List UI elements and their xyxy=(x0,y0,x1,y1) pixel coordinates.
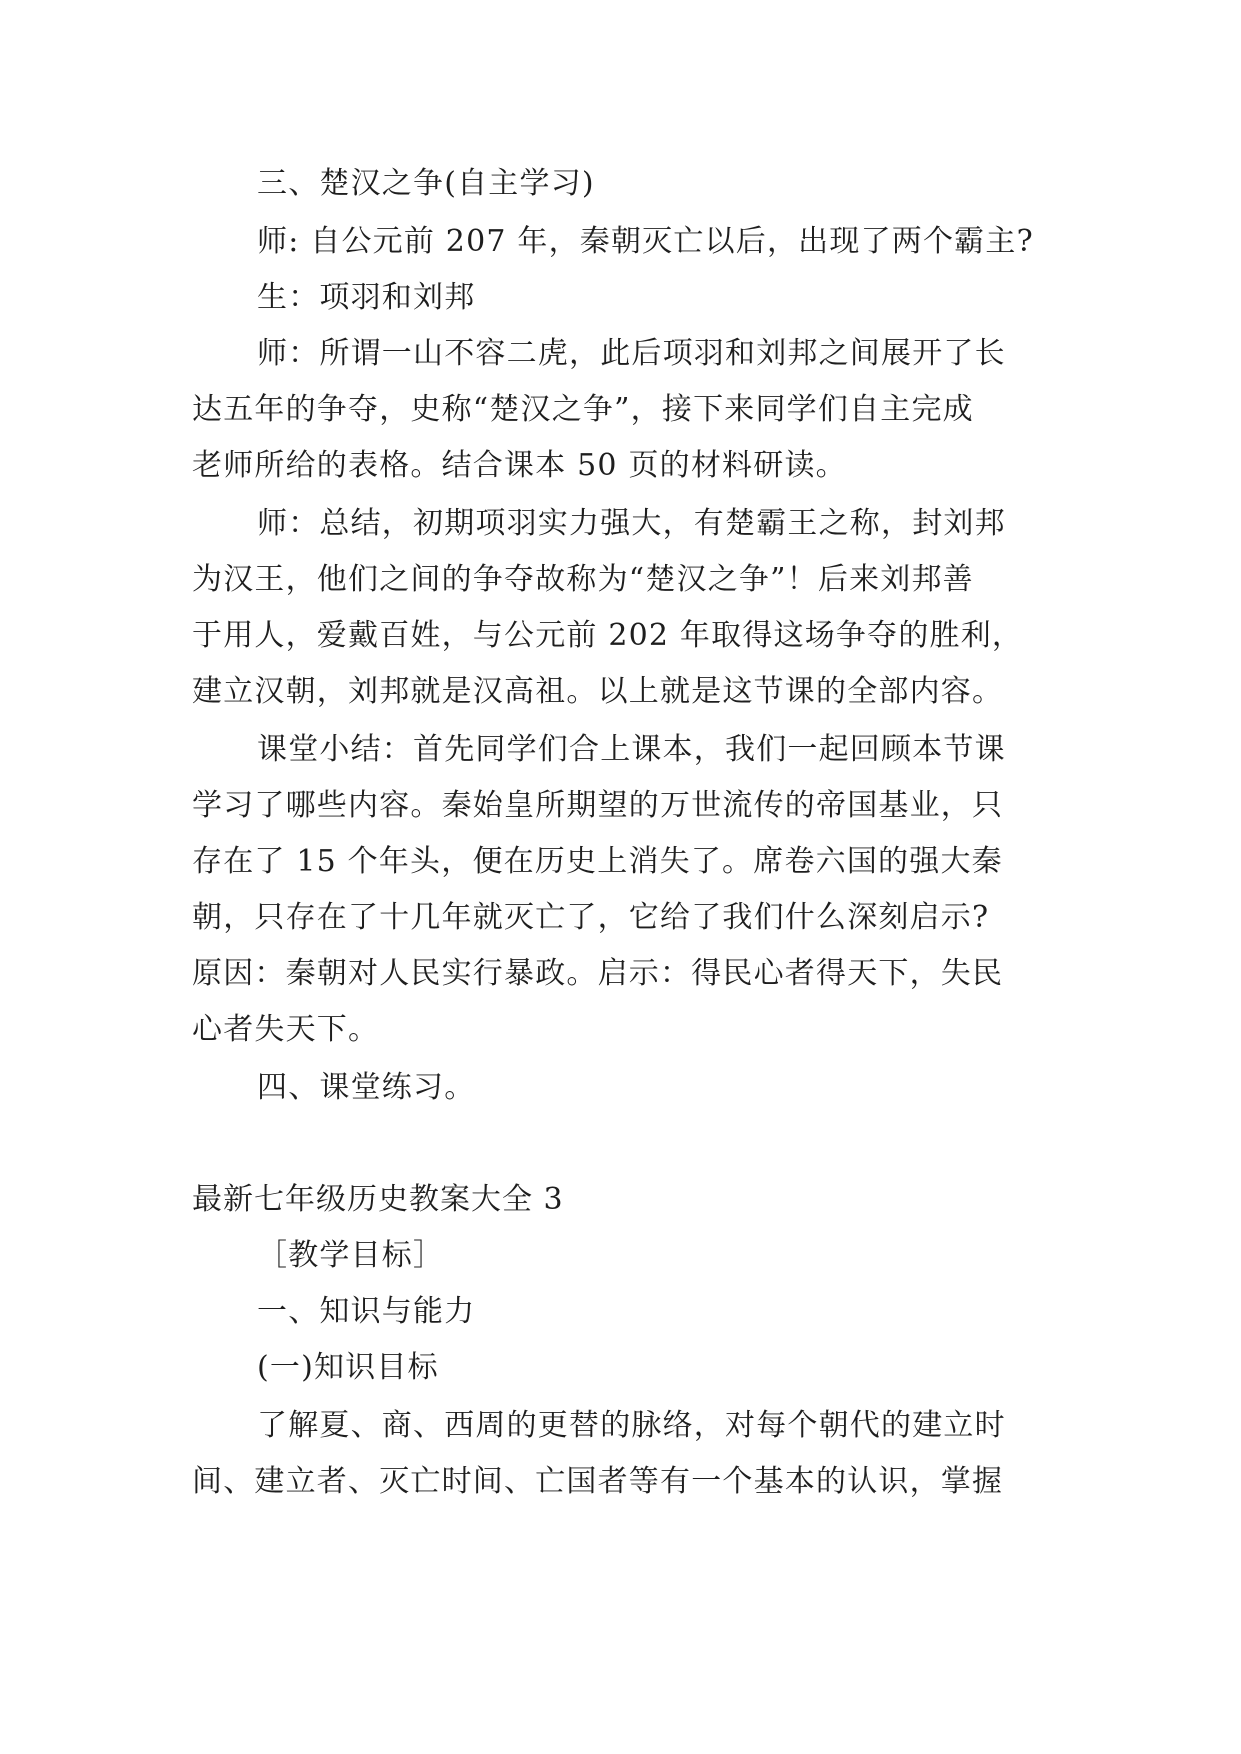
section-heading-knowledge: 一、知识与能力 xyxy=(257,1294,476,1329)
section-heading-chu-han: 三、楚汉之争(自主学习) xyxy=(257,166,595,201)
paragraph-line: 原因：秦朝对人民实行暴政。启示：得民心者得天下，失民 xyxy=(192,956,1004,991)
subsection-heading-knowledge-goal: (一)知识目标 xyxy=(257,1350,439,1385)
section-heading-practice: 四、课堂练习。 xyxy=(257,1070,476,1105)
paragraph-line: 师: 自公元前 207 年，秦朝灭亡以后，出现了两个霸主? xyxy=(257,224,1034,259)
paragraph-line: 于用人，爱戴百姓，与公元前 202 年取得这场争夺的胜利， xyxy=(192,618,1024,653)
paragraph-line: 心者失天下。 xyxy=(192,1012,380,1047)
paragraph-line: 间、建立者、灭亡时间、亡国者等有一个基本的认识，掌握 xyxy=(192,1464,1004,1499)
paragraph-line: 存在了 15 个年头，便在历史上消失了。席卷六国的强大秦 xyxy=(192,844,1003,879)
paragraph-line: 课堂小结：首先同学们合上课本，我们一起回顾本节课 xyxy=(257,732,1006,767)
teaching-goals-heading: ［教学目标］ xyxy=(257,1238,445,1273)
paragraph-line: 学习了哪些内容。秦始皇所期望的万世流传的帝国基业，只 xyxy=(192,788,1004,823)
paragraph-line: 生：项羽和刘邦 xyxy=(257,280,476,315)
paragraph-line: 了解夏、商、西周的更替的脉络，对每个朝代的建立时 xyxy=(257,1408,1006,1443)
paragraph-line: 师：所谓一山不容二虎，此后项羽和刘邦之间展开了长 xyxy=(257,336,1006,371)
paragraph-line: 老师所给的表格。结合课本 50 页的材料研读。 xyxy=(192,448,847,483)
document-title: 最新七年级历史教案大全 3 xyxy=(192,1182,564,1217)
paragraph-line: 朝，只存在了十几年就灭亡了，它给了我们什么深刻启示? xyxy=(192,900,990,935)
paragraph-line: 为汉王，他们之间的争夺故称为“楚汉之争”！后来刘邦善 xyxy=(192,562,974,597)
paragraph-line: 建立汉朝，刘邦就是汉高祖。以上就是这节课的全部内容。 xyxy=(192,674,1004,709)
paragraph-line: 师：总结，初期项羽实力强大，有楚霸王之称，封刘邦 xyxy=(257,506,1006,541)
paragraph-line: 达五年的争夺，史称“楚汉之争”，接下来同学们自主完成 xyxy=(192,392,974,427)
